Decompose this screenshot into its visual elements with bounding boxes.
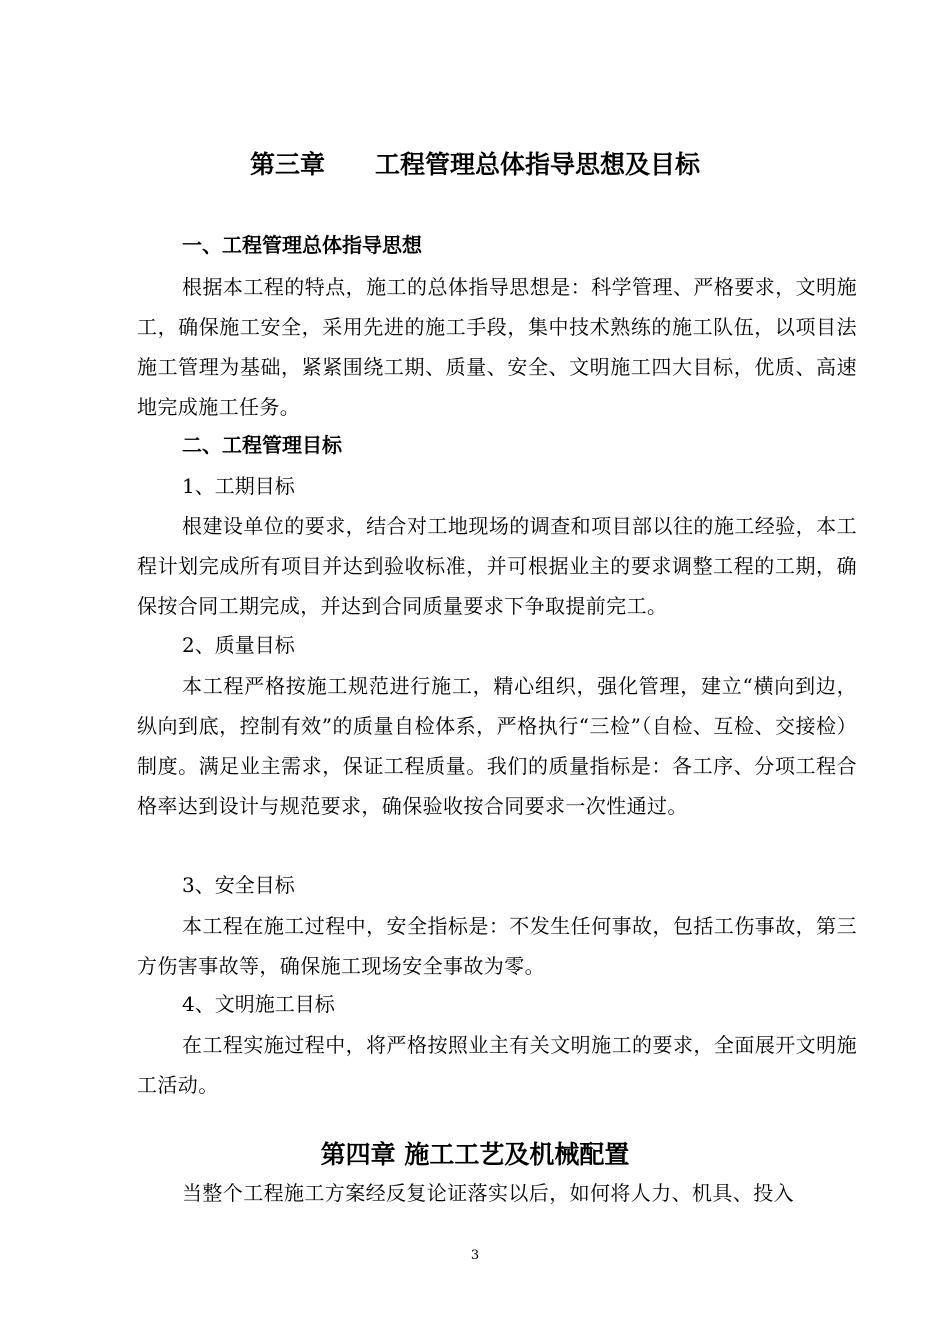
section-1-heading: 一、工程管理总体指导思想 bbox=[182, 233, 422, 257]
section-2-heading: 二、工程管理目标 bbox=[182, 433, 342, 457]
chapter-3-title: 第三章 工程管理总体指导思想及目标 bbox=[249, 150, 700, 179]
schedule-goal-paragraph: 根建设单位的要求，结合对工地现场的调查和项目部以往的施工经验，本工程计划完成所有项目并达到验收标准，并可根据业主的要求调整工程的工期，确保按合同工期完成，并达到合同质量要求下争取提前完工。 bbox=[137, 514, 857, 618]
chapter-4-paragraph: 当整个工程施工方案经反复论证落实以后，如何将人力、机具、投入 bbox=[182, 1181, 794, 1205]
safety-goal-paragraph: 本工程在施工过程中，安全指标是：不发生任何事故，包括工伤事故，第三方伤害事故等，确保施工现场安全事故为零。 bbox=[137, 914, 857, 978]
section-1-paragraph: 根据本工程的特点，施工的总体指导思想是：科学管理、严格要求，文明施工，确保施工安全，采用先进的施工手段，集中技术熟练的施工队伍，以项目法施工管理为基础，紧紧围绕工期、质量、安全、文明施工四大目标，优质、高速地完成施工任务。 bbox=[137, 275, 857, 419]
civilized-construction-goal-label: 4、文明施工目标 bbox=[182, 992, 335, 1016]
civilized-construction-goal-paragraph: 在工程实施过程中，将严格按照业主有关文明施工的要求，全面展开文明施工活动。 bbox=[137, 1033, 857, 1097]
page-number: 3 bbox=[470, 1248, 480, 1263]
safety-goal-label: 3、安全目标 bbox=[182, 873, 295, 897]
quality-goal-paragraph: 本工程严格按施工规范进行施工，精心组织，强化管理，建立“横向到边，纵向到底，控制有效”的质量自检体系，严格执行“三检”（自检、互检、交接检）制度。满足业主需求，保证工程质量。我们的质量指标是：各工序、分项工程合格率达到设计与规范要求，确保验收按合同要求一次性通过。 bbox=[137, 674, 857, 818]
quality-goal-label: 2、质量目标 bbox=[182, 633, 295, 657]
schedule-goal-label: 1、工期目标 bbox=[182, 474, 295, 498]
chapter-4-title: 第四章 施工工艺及机械配置 bbox=[320, 1140, 630, 1169]
